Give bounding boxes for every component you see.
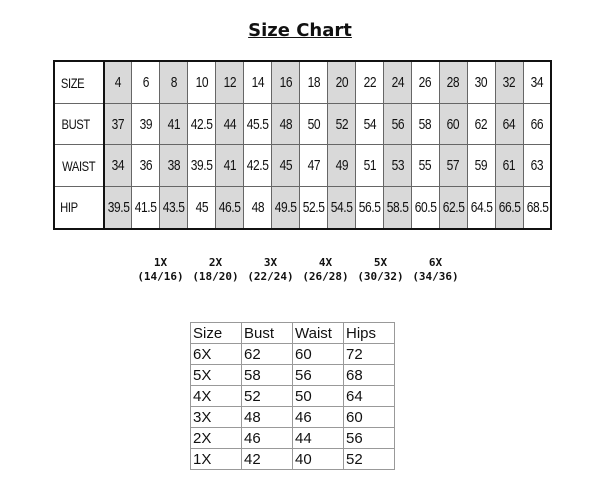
table-row xyxy=(191,365,395,386)
grid-cell xyxy=(272,186,300,229)
grid-cell xyxy=(300,186,328,229)
table-cell: 46 xyxy=(293,407,344,428)
column-header: Bust xyxy=(242,323,293,344)
grid-cell-value: 50 xyxy=(307,115,320,133)
table-cell: 58 xyxy=(242,365,293,386)
grid-cell xyxy=(188,186,216,229)
grid-cell xyxy=(495,186,523,229)
grid-cell xyxy=(411,61,439,104)
table-cell: 52 xyxy=(242,386,293,407)
table-row xyxy=(191,449,395,470)
grid-cell xyxy=(104,145,132,186)
grid-cell-value: 39.5 xyxy=(191,157,213,175)
grid-cell-value: 68.5 xyxy=(526,198,549,216)
grid-cell xyxy=(355,104,383,145)
grid-cell xyxy=(523,61,551,104)
plus-size-label: 4X xyxy=(318,256,333,269)
plus-size-item xyxy=(133,256,188,284)
grid-cell-value: 48 xyxy=(251,198,264,216)
table-cell: 44 xyxy=(293,428,344,449)
grid-cell xyxy=(328,145,356,186)
table-cell: 68 xyxy=(344,365,395,386)
grid-cell-value: 42.5 xyxy=(246,157,269,175)
grid-cell-value: 54 xyxy=(363,115,376,133)
grid-cell xyxy=(383,61,411,104)
plus-size-label: 2X xyxy=(208,256,223,269)
plus-size-range: (22/24) xyxy=(247,270,294,283)
grid-cell-value: 4 xyxy=(115,74,122,92)
grid-cell-value: 37 xyxy=(111,115,125,133)
grid-cell-value: 24 xyxy=(391,74,404,92)
grid-row-waist xyxy=(54,145,551,186)
plus-size-legend xyxy=(133,256,463,284)
grid-cell xyxy=(523,145,551,186)
grid-cell-value: 60.5 xyxy=(414,198,437,216)
grid-cell-value: 41.5 xyxy=(135,198,157,216)
grid-cell xyxy=(216,104,244,145)
grid-cell xyxy=(132,145,160,186)
grid-cell-value: 62 xyxy=(474,115,488,133)
grid-cell-value: 47 xyxy=(307,157,320,175)
grid-cell xyxy=(383,145,411,186)
table-cell: 64 xyxy=(344,386,395,407)
table-row xyxy=(191,344,395,365)
grid-cell-value: 42.5 xyxy=(191,115,213,133)
grid-cell-value: 32 xyxy=(502,74,516,92)
grid-cell-value: 66 xyxy=(530,115,544,133)
grid-cell xyxy=(411,104,439,145)
grid-cell-value: 45 xyxy=(279,157,292,175)
grid-cell xyxy=(383,186,411,229)
grid-cell xyxy=(300,104,328,145)
grid-cell xyxy=(328,186,356,229)
table-row xyxy=(191,386,395,407)
grid-cell xyxy=(160,61,188,104)
grid-cell xyxy=(272,104,300,145)
grid-cell-value: 18 xyxy=(307,74,320,92)
grid-cell-value: 39.5 xyxy=(107,198,130,216)
grid-cell-value: 66.5 xyxy=(498,198,521,216)
grid-cell xyxy=(216,186,244,229)
grid-cell-value: 44 xyxy=(223,115,236,133)
grid-cell xyxy=(272,61,300,104)
table-cell: 52 xyxy=(344,449,395,470)
plus-size-range: (34/36) xyxy=(412,270,459,283)
grid-cell xyxy=(328,104,356,145)
grid-cell-value: 52.5 xyxy=(302,198,325,216)
grid-cell-value: 41 xyxy=(223,157,236,175)
page-title: Size Chart xyxy=(248,20,352,41)
grid-cell xyxy=(132,186,160,229)
grid-cell-value: 49.5 xyxy=(274,198,297,216)
grid-cell-value: 64 xyxy=(502,115,516,133)
grid-cell xyxy=(495,104,523,145)
grid-cell xyxy=(244,186,272,229)
grid-cell xyxy=(244,61,272,104)
grid-cell-value: 8 xyxy=(170,74,177,92)
grid-cell xyxy=(160,145,188,186)
grid-cell-value: 57 xyxy=(446,157,460,175)
grid-cell-value: 58.5 xyxy=(386,198,409,216)
grid-row-label: HIP xyxy=(54,186,104,229)
table-cell: 46 xyxy=(242,428,293,449)
plus-size-table xyxy=(190,322,395,470)
grid-cell-value: 54.5 xyxy=(330,198,353,216)
grid-cell-value: 56 xyxy=(391,115,404,133)
grid-cell xyxy=(160,104,188,145)
plus-table-header xyxy=(191,323,395,344)
grid-cell xyxy=(300,61,328,104)
grid-cell-value: 34 xyxy=(530,74,544,92)
grid-cell-value: 38 xyxy=(167,157,181,175)
plus-size-item xyxy=(298,256,353,284)
grid-cell xyxy=(467,145,495,186)
grid-cell xyxy=(272,145,300,186)
grid-cell xyxy=(355,61,383,104)
grid-cell xyxy=(495,61,523,104)
grid-row-label: WAIST xyxy=(54,145,104,186)
table-cell: 1X xyxy=(191,449,242,470)
grid-cell-value: 64.5 xyxy=(470,198,493,216)
grid-cell-value: 14 xyxy=(251,74,264,92)
grid-cell-value: 10 xyxy=(195,74,209,92)
grid-cell xyxy=(411,145,439,186)
plus-size-label: 6X xyxy=(428,256,443,269)
plus-size-item xyxy=(408,256,463,284)
grid-cell-value: 39 xyxy=(139,115,153,133)
grid-cell-value: 6 xyxy=(142,74,150,92)
grid-cell-value: 61 xyxy=(502,157,516,175)
grid-cell xyxy=(132,61,160,104)
grid-cell-value: 36 xyxy=(139,157,153,175)
grid-cell xyxy=(216,61,244,104)
grid-cell xyxy=(355,186,383,229)
column-header: Hips xyxy=(344,323,395,344)
table-cell: 56 xyxy=(293,365,344,386)
grid-row-label: SIZE xyxy=(54,61,104,104)
grid-cell-value: 49 xyxy=(335,157,348,175)
grid-cell xyxy=(300,145,328,186)
grid-row-bust xyxy=(54,104,551,145)
table-cell: 40 xyxy=(293,449,344,470)
grid-cell xyxy=(188,61,216,104)
grid-cell xyxy=(467,186,495,229)
table-cell: 60 xyxy=(293,344,344,365)
grid-cell-value: 16 xyxy=(279,74,292,92)
plus-size-item xyxy=(188,256,243,284)
table-cell: 50 xyxy=(293,386,344,407)
grid-cell xyxy=(467,61,495,104)
plus-size-range: (18/20) xyxy=(192,270,239,283)
plus-size-range: (30/32) xyxy=(357,270,404,283)
table-cell: 6X xyxy=(191,344,242,365)
table-cell: 60 xyxy=(344,407,395,428)
grid-cell xyxy=(439,61,467,104)
plus-size-item xyxy=(243,256,298,284)
column-header: Waist xyxy=(293,323,344,344)
grid-cell-value: 28 xyxy=(446,74,460,92)
grid-cell xyxy=(104,186,132,229)
grid-cell xyxy=(439,145,467,186)
table-cell: 5X xyxy=(191,365,242,386)
grid-cell xyxy=(523,104,551,145)
grid-cell xyxy=(132,104,160,145)
grid-cell xyxy=(244,104,272,145)
grid-cell xyxy=(495,145,523,186)
grid-cell-value: 62.5 xyxy=(442,198,465,216)
grid-cell-value: 34 xyxy=(111,157,125,175)
grid-cell xyxy=(244,145,272,186)
table-cell: 72 xyxy=(344,344,395,365)
grid-cell-value: 12 xyxy=(223,74,236,92)
grid-cell xyxy=(188,104,216,145)
grid-cell-value: 20 xyxy=(335,74,348,92)
grid-cell-value: 53 xyxy=(391,157,404,175)
grid-cell-value: 30 xyxy=(474,74,488,92)
grid-cell xyxy=(355,145,383,186)
grid-cell-value: 46.5 xyxy=(218,198,241,216)
plus-size-range: (26/28) xyxy=(302,270,349,283)
grid-cell xyxy=(467,104,495,145)
table-cell: 3X xyxy=(191,407,242,428)
grid-cell-value: 45.5 xyxy=(246,115,269,133)
grid-cell-value: 56.5 xyxy=(358,198,381,216)
table-cell: 42 xyxy=(242,449,293,470)
grid-cell-value: 51 xyxy=(363,157,376,175)
plus-size-label: 5X xyxy=(373,256,388,269)
grid-cell-value: 43.5 xyxy=(163,198,185,216)
grid-cell-value: 48 xyxy=(279,115,292,133)
plus-size-label: 1X xyxy=(153,256,168,269)
grid-cell-value: 22 xyxy=(363,74,376,92)
plus-size-label: 3X xyxy=(263,256,278,269)
plus-size-range: (14/16) xyxy=(137,270,184,283)
grid-cell xyxy=(188,145,216,186)
size-chart-table xyxy=(53,60,552,230)
grid-cell xyxy=(383,104,411,145)
table-cell: 56 xyxy=(344,428,395,449)
grid-cell-value: 45 xyxy=(195,198,209,216)
column-header: Size xyxy=(191,323,242,344)
table-cell: 48 xyxy=(242,407,293,428)
grid-cell xyxy=(439,186,467,229)
grid-cell xyxy=(216,145,244,186)
grid-cell xyxy=(328,61,356,104)
grid-cell-value: 41 xyxy=(167,115,181,133)
plus-size-item xyxy=(353,256,408,284)
grid-row-label: BUST xyxy=(54,104,104,145)
grid-cell-value: 55 xyxy=(419,157,432,175)
grid-cell-value: 63 xyxy=(530,157,544,175)
grid-cell-value: 26 xyxy=(419,74,432,92)
grid-row-size xyxy=(54,61,551,104)
table-cell: 4X xyxy=(191,386,242,407)
grid-cell xyxy=(160,186,188,229)
grid-cell-value: 58 xyxy=(419,115,432,133)
grid-cell-value: 59 xyxy=(474,157,488,175)
table-row xyxy=(191,428,395,449)
grid-cell xyxy=(523,186,551,229)
grid-cell xyxy=(411,186,439,229)
grid-cell-value: 60 xyxy=(446,115,460,133)
table-cell: 62 xyxy=(242,344,293,365)
grid-cell xyxy=(104,104,132,145)
table-row xyxy=(191,407,395,428)
grid-row-hip xyxy=(54,186,551,229)
grid-cell xyxy=(104,61,132,104)
grid-cell-value: 52 xyxy=(335,115,348,133)
table-cell: 2X xyxy=(191,428,242,449)
grid-cell xyxy=(439,104,467,145)
